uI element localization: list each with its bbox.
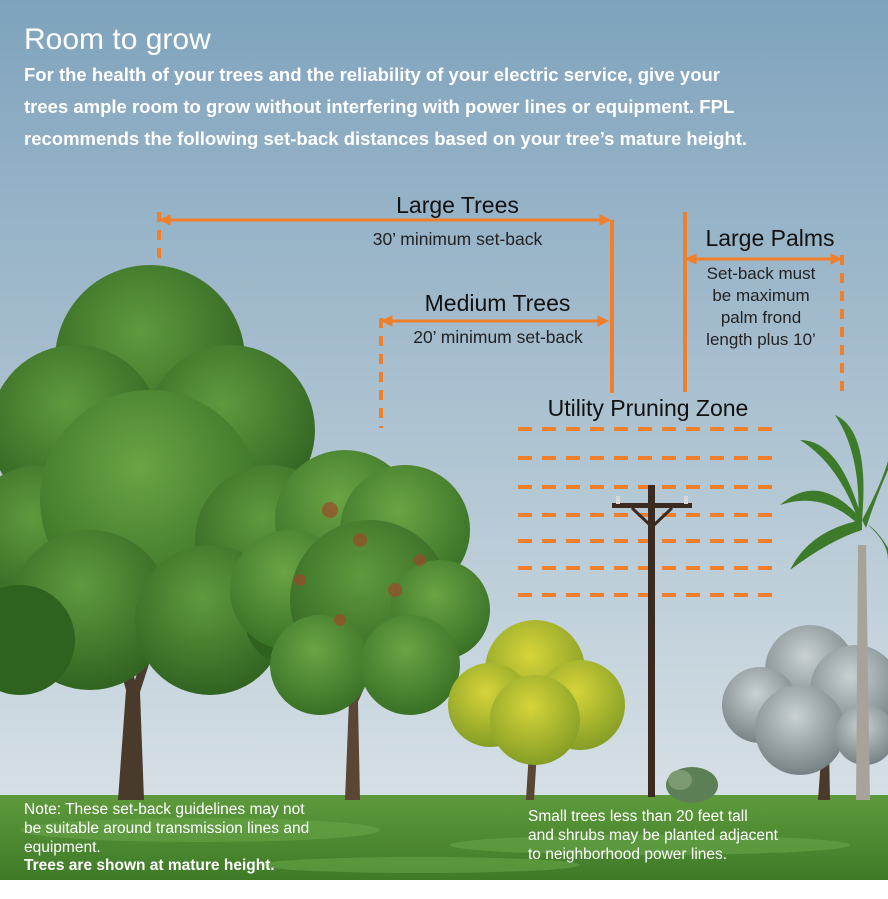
large-palms-setback-3: palm frond (720, 308, 802, 327)
note-right-line-2: and shrubs may be planted adjacent (528, 827, 778, 844)
note-left-bold: Trees are shown at mature height. (24, 857, 275, 874)
intro-line-3: recommends the following set-back distances based on your tree’s mature height. (24, 128, 748, 149)
large-trees-setback: 30’ minimum set-back (372, 229, 543, 249)
shrub-icon (666, 767, 718, 803)
page-title: Room to grow (24, 23, 211, 56)
large-palms-label: Large Palms (705, 225, 835, 251)
note-left-line-2: be suitable around transmission lines and (24, 820, 310, 837)
utility-pruning-zone-label: Utility Pruning Zone (547, 395, 749, 421)
intro-line-2: trees ample room to grow without interfering with power lines or equipment. FPL (24, 96, 735, 117)
large-palms-setback-1: Set-back must (706, 264, 816, 283)
medium-trees-setback: 20’ minimum set-back (413, 327, 583, 347)
note-right-line-1: Small trees less than 20 feet tall (528, 808, 748, 825)
large-palms-setback-2: be maximum (712, 286, 810, 305)
note-left-line-1: Note: These set-back guidelines may not (24, 801, 305, 818)
medium-trees-label: Medium Trees (424, 290, 571, 316)
large-trees-label: Large Trees (396, 192, 519, 218)
intro-line-1: For the health of your trees and the reliability of your electric service, give your (24, 64, 721, 85)
large-palms-setback-4: length plus 10’ (706, 330, 816, 349)
note-left-line-3: equipment. (24, 839, 101, 856)
note-right-line-3: to neighborhood power lines. (528, 846, 728, 863)
